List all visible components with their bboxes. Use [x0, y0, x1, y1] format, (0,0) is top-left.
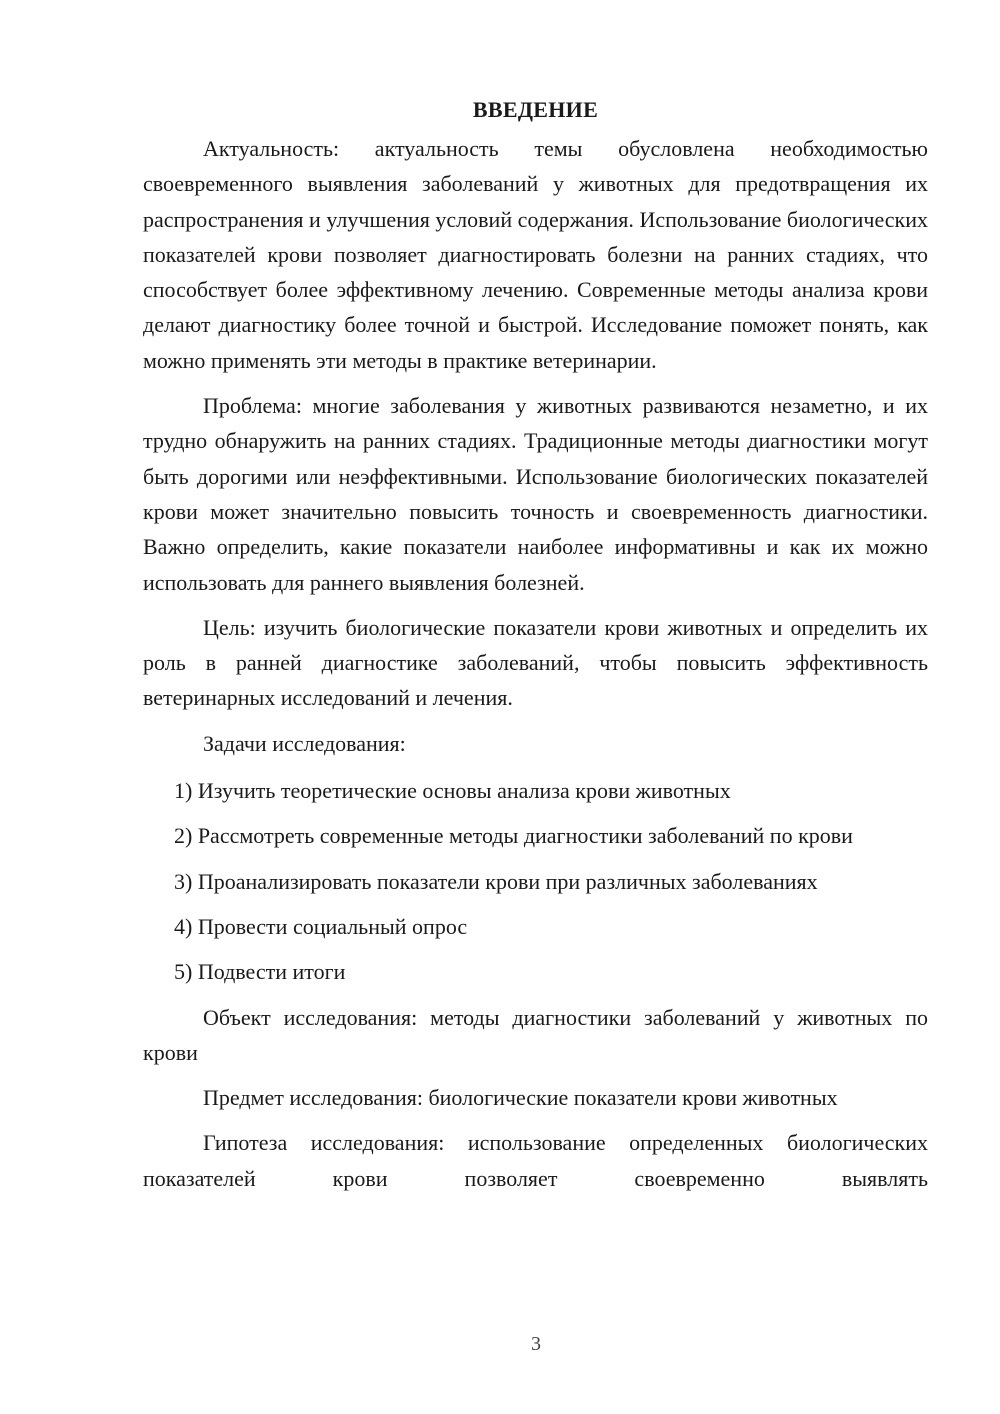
task-item: 4) Провести социальный опрос [174, 913, 468, 939]
section-title: ВВЕДЕНИЕ [472, 97, 599, 122]
paragraph-goal: Цель: изучить биологические показатели крови животных и определить их роль в ранней диагностике заболеваний, чтобы повысить эффективность ветеринарных исследований и лечения. [143, 614, 928, 711]
task-item: 3) Проанализировать показатели крови при различных заболеваниях [174, 868, 818, 894]
paragraph-hypothesis: Гипотеза исследования: использование определенных биологических показателей крови позволяет своевременно выявлять [143, 1130, 928, 1191]
tasks-label: Задачи исследования: [203, 730, 406, 756]
page-number: 3 [531, 1333, 541, 1355]
paragraph-object: Объект исследования: методы диагностики заболеваний у животных по крови [143, 1004, 928, 1065]
paragraph-relevance: Актуальность: актуальность темы обусловлена необходимостью своевременного выявления заболеваний у животных для предотвращения их распространения и улучшения условий содержания. Использование биологических показателей крови позволяет диагностировать болезни на ранних стадиях, что способствует более эффективному лечению. Современные методы анализа крови делают диагностику более точной и быстрой. Исследование поможет понять, как можно применять эти методы в практике ветеринарии. [143, 136, 928, 373]
paragraph-subject: Предмет исследования: биологические показатели крови животных [203, 1085, 838, 1111]
document-body [143, 92, 928, 1206]
task-item: 5) Подвести итоги [174, 959, 346, 985]
task-item: 2) Рассмотреть современные методы диагностики заболеваний по крови [174, 823, 853, 849]
task-item: 1) Изучить теоретические основы анализа крови животных [174, 778, 731, 804]
paragraph-problem: Проблема: многие заболевания у животных развиваются незаметно, и их трудно обнаружить на ранних стадиях. Традиционные методы диагностики могут быть дорогими или неэффективными. Использование биологических показателей крови может значительно повысить точность и своевременность диагностики. Важно определить, какие показатели наиболее информативны и как их можно использовать для раннего выявления болезней. [143, 393, 928, 595]
